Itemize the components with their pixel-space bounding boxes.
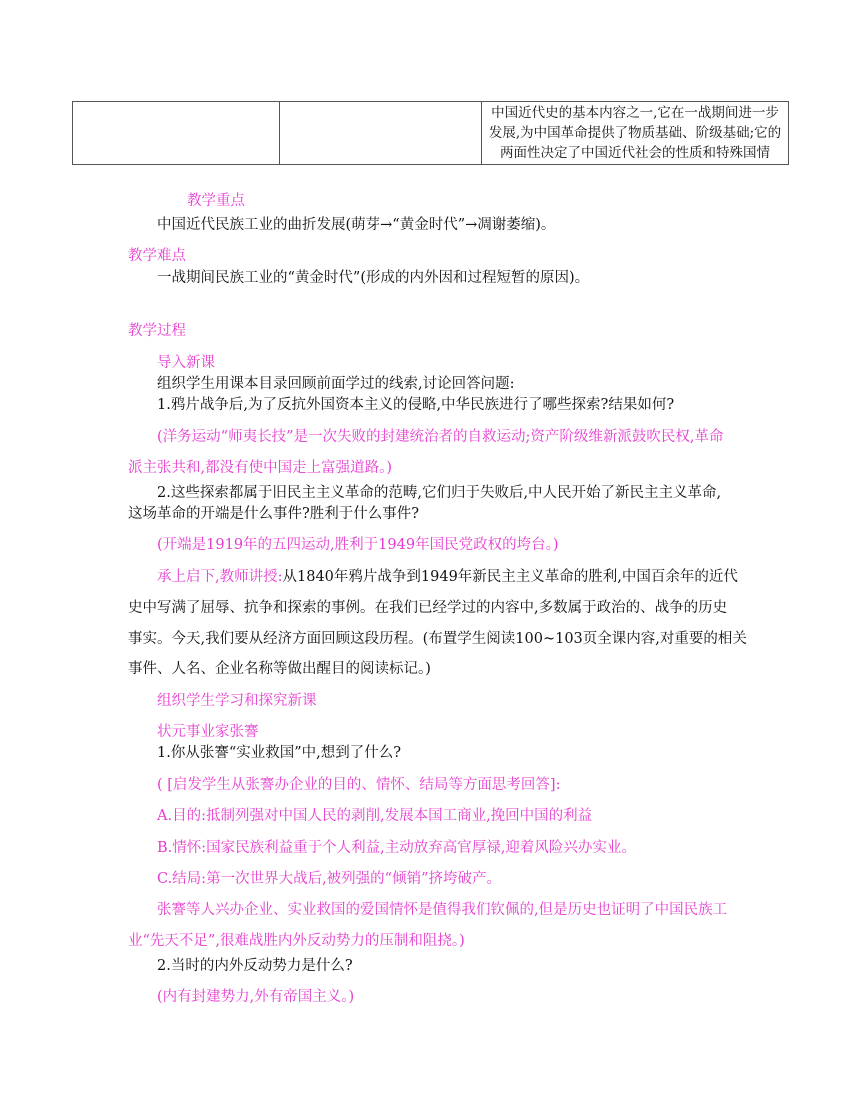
zhang-answer-line-1: 张謇等人兴办企业、实业救国的爱国情怀是值得我们钦佩的,但是历史也证明了中国民族工 <box>157 902 728 918</box>
transition-label: 承上启下,教师讲授: <box>157 569 283 585</box>
summary-table <box>72 101 789 165</box>
table-cell-3 <box>482 102 789 165</box>
difficulty-text: 一战期间民族工业的“黄金时代”(形成的内外因和过程短暂的原因)。 <box>157 270 590 286</box>
table-cell-line: 发展,为中国革命提供了物质基础、阶级基础;它的 <box>488 125 782 141</box>
zhang-answer-intro: ( [启发学生从张謇办企业的目的、情怀、结局等方面思考回答]: <box>157 777 561 793</box>
zhang-heading: 状元事业家张謇 <box>157 724 259 740</box>
table-cell-line: 中国近代史的基本内容之一,它在一战期间进一步 <box>491 105 779 121</box>
zhang-answer-2: (内有封建势力,外有帝国主义。) <box>157 989 355 1005</box>
table-cell-line: 两面性决定了中国近代社会的性质和特殊国情 <box>500 145 770 161</box>
table-cell-2 <box>280 102 482 165</box>
transition-line-3: 事实。今天,我们要从经济方面回顾这段历程。(布置学生阅读100~103页全课内容,对重要的相关 <box>128 631 747 647</box>
intro-text: 组织学生用课本目录回顾前面学过的线索,讨论回答问题: <box>157 376 515 392</box>
zhang-question-2: 2.当时的内外反动势力是什么? <box>157 958 353 974</box>
question-1: 1.鸦片战争后,为了反抗外国资本主义的侵略,中华民族进行了哪些探索?结果如何? <box>157 397 675 413</box>
question-2-line-2: 这场革命的开端是什么事件?胜利于什么事件? <box>128 506 420 522</box>
focus-text: 中国近代民族工业的曲折发展(萌芽→“黄金时代”→凋谢萎缩)。 <box>157 217 556 233</box>
intro-heading: 导入新课 <box>157 355 215 371</box>
answer-1-line-1: (洋务运动“师夷长技”是一次失败的封建统治者的自救运动;资产阶级维新派鼓吹民权,革命 <box>157 429 724 445</box>
question-2-line-1: 2.这些探索都属于旧民主主义革命的范畴,它们归于失败后,中人民开始了新民主主义革命, <box>157 485 722 501</box>
difficulty-heading: 教学难点 <box>128 248 186 264</box>
new-lesson-heading: 组织学生学习和探究新课 <box>157 693 317 709</box>
process-heading: 教学过程 <box>128 323 186 339</box>
zhang-question-1: 1.你从张謇“实业救国”中,想到了什么? <box>157 745 402 761</box>
zhang-answer-b: B.情怀:国家民族利益重于个人利益,主动放弃高官厚禄,迎着风险兴办实业。 <box>157 840 636 856</box>
zhang-answer-a: A.目的:抵制列强对中国人民的剥削,发展本国工商业,挽回中国的利益 <box>157 808 593 824</box>
answer-2: (开端是1919年的五四运动,胜利于1949年国民党政权的垮台。) <box>157 537 559 553</box>
table-row <box>73 102 789 165</box>
zhang-answer-line-2: 业“先天不足”,很难战胜内外反动势力的压制和阻挠。) <box>128 933 465 949</box>
transition-line-2: 史中写满了屈辱、抗争和探索的事例。在我们已经学过的内容中,多数属于政治的、战争的历史 <box>128 600 728 616</box>
answer-1-line-2: 派主张共和,都没有使中国走上富强道路。) <box>128 460 393 476</box>
zhang-answer-c: C.结局:第一次世界大战后,被列强的“倾销”挤垮破产。 <box>157 871 502 887</box>
transition-line-1 <box>157 567 738 587</box>
table-cell-1 <box>73 102 280 165</box>
transition-text: 从1840年鸦片战争到1949年新民主主义革命的胜利,中国百余年的近代 <box>282 569 738 585</box>
focus-heading: 教学重点 <box>187 193 245 209</box>
transition-line-4: 事件、人名、企业名称等做出醒目的阅读标记。) <box>128 661 431 677</box>
